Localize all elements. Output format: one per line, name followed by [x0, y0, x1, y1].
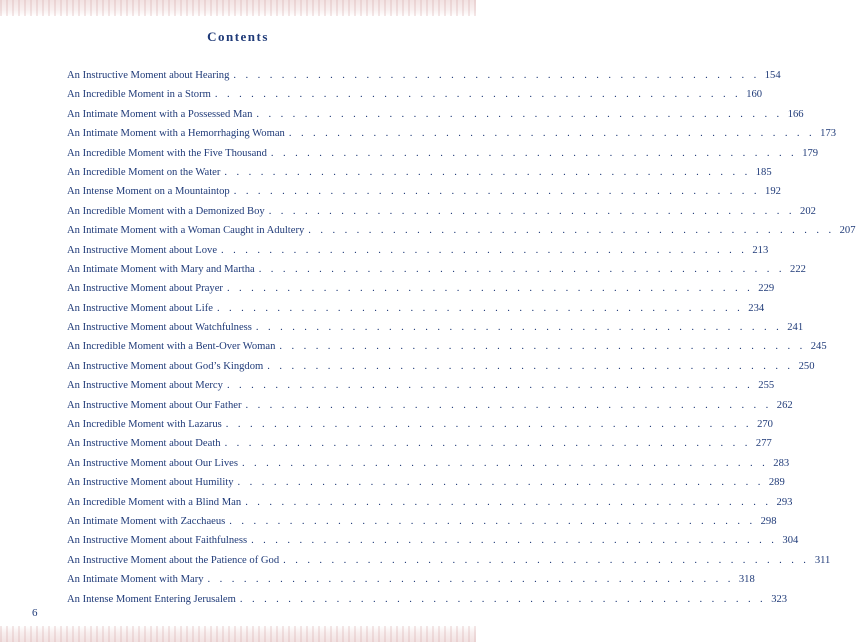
toc-entry-title: An Instructive Moment about Humility [67, 477, 234, 489]
toc-entry-title: An Instructive Moment about Mercy [67, 380, 223, 392]
toc-dot-leader: . . . . . . . . . . . . . . . . . . . . . . . . . . . . . . . . . . . . . . . . . . . . [229, 515, 756, 527]
toc-entry-page: 173 [820, 128, 837, 140]
toc-entry-title: An Intimate Moment with a Woman Caught in Adultery [67, 225, 305, 237]
toc-entry-page: 207 [839, 225, 856, 237]
toc-dot-leader: . . . . . . . . . . . . . . . . . . . . . . . . . . . . . . . . . . . . . . . . . . . . [224, 166, 751, 178]
toc-entry-title: An Instructive Moment about Death [67, 438, 221, 450]
toc-entry [67, 108, 804, 128]
toc-entry [67, 496, 793, 516]
toc-entry [67, 574, 755, 593]
toc-dot-leader: . . . . . . . . . . . . . . . . . . . . . . . . . . . . . . . . . . . . . . . . . . . . [288, 128, 816, 140]
toc-entry-title: An Instructive Moment about Life [67, 302, 213, 314]
toc-entry-title: An Intimate Moment with Mary and Martha [67, 263, 255, 275]
toc-dot-leader: . . . . . . . . . . . . . . . . . . . . . . . . . . . . . . . . . . . . . . . . . . . . [283, 554, 810, 566]
toc-dot-leader: . . . . . . . . . . . . . . . . . . . . . . . . . . . . . . . . . . . . . . . . . . . . [245, 399, 772, 411]
toc-entry [67, 186, 781, 205]
toc-entry-page: 202 [800, 205, 816, 217]
toc-entry-title: An Incredible Moment with the Five Thousand [67, 147, 267, 159]
toc-entry-page: 270 [757, 419, 773, 431]
toc-entry-title: An Intimate Moment with a Possessed Man [67, 108, 253, 120]
toc-entry [67, 380, 775, 399]
toc-entry-title: An Incredible Moment in a Storm [67, 89, 211, 101]
toc-entry [67, 166, 772, 186]
toc-entry-title: An Incredible Moment on the Water [67, 166, 221, 178]
toc-entry-title: An Incredible Moment with a Demonized Boy [67, 205, 265, 217]
toc-entry [67, 70, 781, 89]
toc-dot-leader: . . . . . . . . . . . . . . . . . . . . . . . . . . . . . . . . . . . . . . . . . . . . [225, 419, 752, 431]
toc-entry-page: 154 [764, 70, 781, 81]
toc-entry [67, 438, 772, 457]
toc-entry-title: An Instructive Moment about Prayer [67, 283, 223, 295]
toc-entry [67, 205, 816, 225]
toc-entry-page: 179 [802, 147, 819, 159]
toc-entry-page: 241 [787, 322, 804, 334]
toc-dot-leader: . . . . . . . . . . . . . . . . . . . . . . . . . . . . . . . . . . . . . . . . . . . . [245, 496, 772, 508]
toc-entry-title: An Instructive Moment about Our Lives [67, 457, 238, 469]
toc-entry-title: An Intense Moment Entering Jerusalem [67, 593, 236, 605]
page-number: 6 [32, 607, 38, 619]
toc-entry [67, 89, 763, 108]
toc-entry-page: 298 [760, 515, 777, 527]
toc-entry [67, 457, 790, 477]
toc-entry-page: 166 [787, 108, 804, 120]
toc-entry [67, 535, 799, 554]
toc-entry-title: An Instructive Moment about God’s Kingdom [67, 360, 264, 372]
toc-entry [67, 515, 777, 535]
toc-entry [67, 322, 804, 341]
toc-dot-leader: . . . . . . . . . . . . . . . . . . . . . . . . . . . . . . . . . . . . . . . . . . . . [221, 244, 748, 256]
toc-dot-leader: . . . . . . . . . . . . . . . . . . . . . . . . . . . . . . . . . . . . . . . . . . . . [258, 263, 785, 275]
toc-entry [67, 360, 815, 380]
toc-entry-title: An Incredible Moment with a Blind Man [67, 496, 242, 508]
toc-entry-title: An Intimate Moment with Zacchaeus [67, 515, 226, 527]
toc-dot-leader: . . . . . . . . . . . . . . . . . . . . . . . . . . . . . . . . . . . . . . . . . . . . [214, 89, 742, 101]
toc-dot-leader: . . . . . . . . . . . . . . . . . . . . . . . . . . . . . . . . . . . . . . . . . . . . [233, 186, 760, 198]
toc-entry-page: 318 [738, 574, 755, 586]
toc-entry [67, 341, 827, 360]
page-title: Contents [207, 29, 269, 44]
toc-entry-page: 262 [776, 399, 793, 411]
toc-dot-leader: . . . . . . . . . . . . . . . . . . . . . . . . . . . . . . . . . . . . . . . . . . . . [233, 70, 760, 81]
toc-entry [67, 477, 785, 496]
toc-entry-title: An Instructive Moment about Hearing [67, 70, 230, 81]
toc-entry-page: 277 [755, 438, 772, 450]
toc-entry-title: An Incredible Moment with a Bent-Over Woman [67, 341, 276, 353]
toc-entry-title: An Intimate Moment with Mary [67, 574, 204, 586]
toc-dot-leader: . . . . . . . . . . . . . . . . . . . . . . . . . . . . . . . . . . . . . . . . . . . . [270, 147, 798, 159]
toc-entry [67, 128, 837, 147]
toc-dot-leader: . . . . . . . . . . . . . . . . . . . . . . . . . . . . . . . . . . . . . . . . . . . . [268, 205, 795, 217]
toc-entry-page: 160 [746, 89, 763, 101]
toc-entry-page: 229 [758, 283, 775, 295]
toc-entry-page: 250 [798, 360, 815, 372]
page-bottom-texture [0, 626, 476, 642]
toc-entry-page: 245 [810, 341, 827, 353]
toc-entry-page: 323 [771, 593, 788, 605]
toc-dot-leader: . . . . . . . . . . . . . . . . . . . . . . . . . . . . . . . . . . . . . . . . . . . . [255, 322, 783, 334]
toc-entry-page: 311 [814, 554, 831, 566]
toc-entry-page: 234 [748, 302, 765, 314]
toc-dot-leader: . . . . . . . . . . . . . . . . . . . . . . . . . . . . . . . . . . . . . . . . . . . . [251, 535, 778, 547]
toc-entry-title: An Instructive Moment about Faithfulness [67, 535, 248, 547]
toc-entry [67, 399, 793, 419]
toc-entry-title: An Intimate Moment with a Hemorrhaging Woman [67, 128, 285, 140]
toc-dot-leader: . . . . . . . . . . . . . . . . . . . . . . . . . . . . . . . . . . . . . . . . . . . . [241, 457, 769, 469]
toc-entry-title: An Incredible Moment with Lazarus [67, 419, 222, 431]
toc-entry-page: 293 [776, 496, 793, 508]
toc-dot-leader: . . . . . . . . . . . . . . . . . . . . . . . . . . . . . . . . . . . . . . . . . . . . [207, 574, 734, 586]
toc-entry-page: 255 [758, 380, 775, 392]
toc-entry-page: 213 [752, 244, 769, 256]
toc-entry-title: An Instructive Moment about Our Father [67, 399, 242, 411]
toc-entry-page: 283 [773, 457, 790, 469]
toc-entry-title: An Instructive Moment about the Patience of God [67, 554, 280, 566]
toc-entry [67, 283, 775, 302]
toc-entry-page: 304 [782, 535, 799, 547]
toc-entry [67, 593, 788, 613]
toc-entry-title: An Intense Moment on a Mountaintop [67, 186, 230, 198]
toc-entry [67, 244, 769, 264]
toc-entry [67, 147, 819, 167]
toc-dot-leader: . . . . . . . . . . . . . . . . . . . . . . . . . . . . . . . . . . . . . . . . . . . . [226, 380, 754, 392]
toc-dot-leader: . . . . . . . . . . . . . . . . . . . . . . . . . . . . . . . . . . . . . . . . . . . . [267, 360, 794, 372]
toc-entry [67, 225, 856, 244]
toc-entry-page: 192 [765, 186, 781, 198]
page-top-texture [0, 0, 476, 16]
toc-entry-title: An Instructive Moment about Watchfulness [67, 322, 252, 334]
toc-entry [67, 302, 765, 322]
toc-dot-leader: . . . . . . . . . . . . . . . . . . . . . . . . . . . . . . . . . . . . . . . . . . . . [239, 593, 767, 605]
table-of-contents [67, 70, 856, 613]
toc-entry-page: 185 [755, 166, 772, 178]
toc-dot-leader: . . . . . . . . . . . . . . . . . . . . . . . . . . . . . . . . . . . . . . . . . . . . [237, 477, 764, 489]
toc-dot-leader: . . . . . . . . . . . . . . . . . . . . . . . . . . . . . . . . . . . . . . . . . . . . [226, 283, 754, 295]
toc-dot-leader: . . . . . . . . . . . . . . . . . . . . . . . . . . . . . . . . . . . . . . . . . . . . [224, 438, 751, 450]
toc-entry [67, 419, 773, 438]
toc-entry-page: 222 [790, 263, 806, 275]
toc-entry [67, 554, 831, 574]
toc-entry-title: An Instructive Moment about Love [67, 244, 218, 256]
toc-dot-leader: . . . . . . . . . . . . . . . . . . . . . . . . . . . . . . . . . . . . . . . . . . . . [308, 225, 835, 237]
toc-dot-leader: . . . . . . . . . . . . . . . . . . . . . . . . . . . . . . . . . . . . . . . . . . . . [216, 302, 744, 314]
toc-entry-page: 289 [768, 477, 785, 489]
toc-dot-leader: . . . . . . . . . . . . . . . . . . . . . . . . . . . . . . . . . . . . . . . . . . . . [256, 108, 783, 120]
toc-entry [67, 263, 806, 283]
toc-dot-leader: . . . . . . . . . . . . . . . . . . . . . . . . . . . . . . . . . . . . . . . . . . . . [279, 341, 806, 353]
